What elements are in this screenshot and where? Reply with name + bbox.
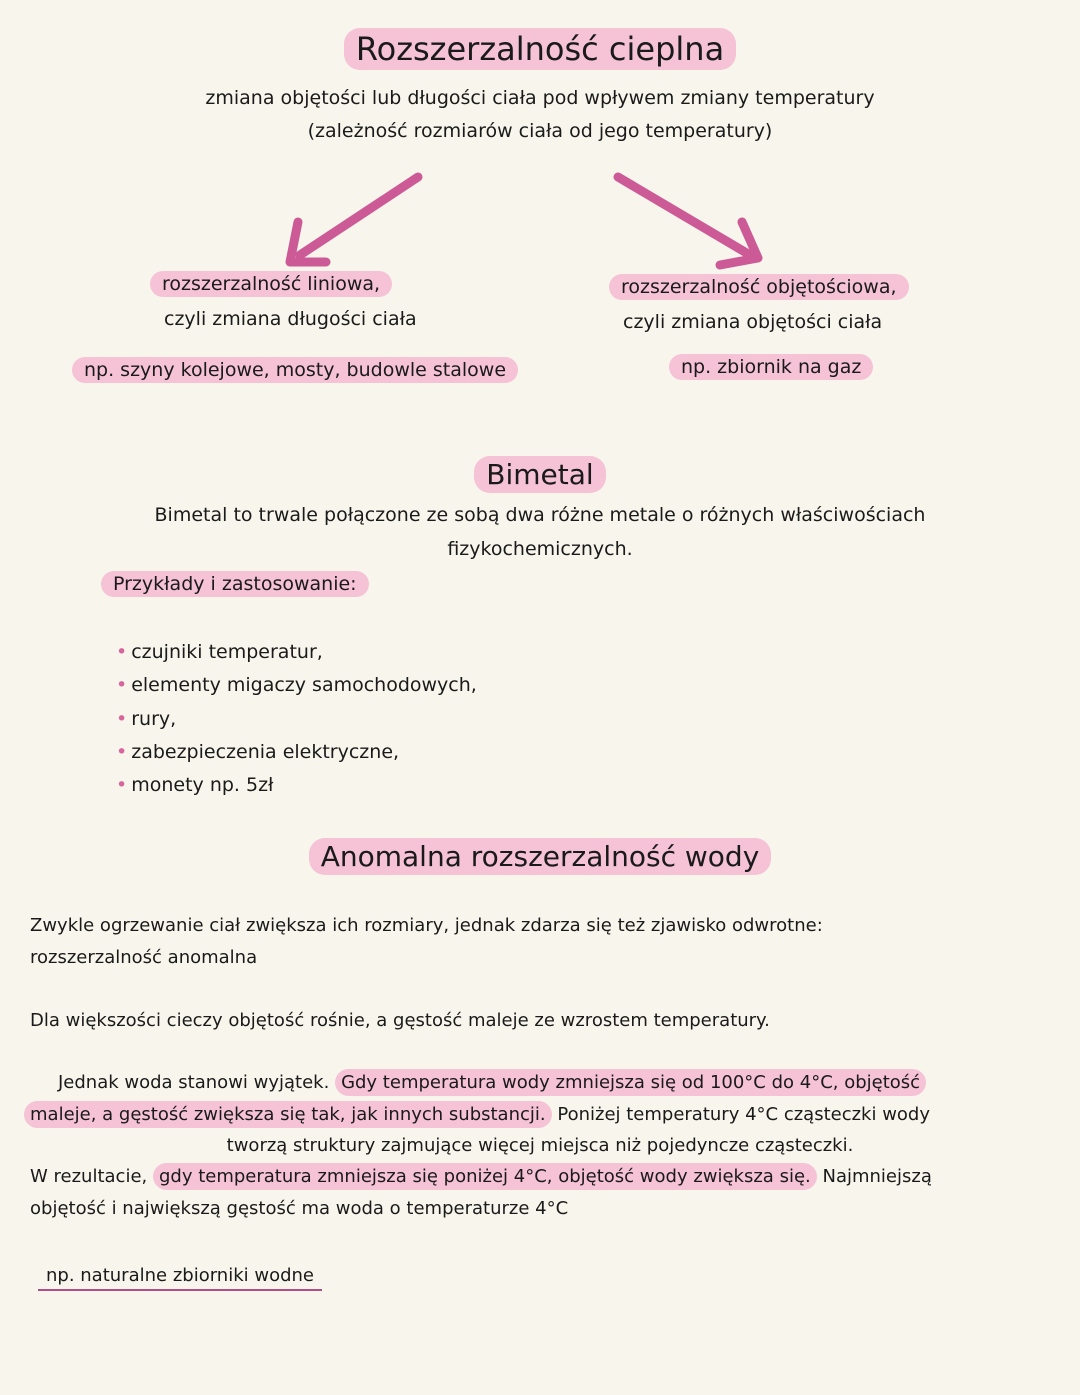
arrow-left-icon bbox=[290, 177, 418, 262]
paragraph-line: maleje, a gęstość zwiększa się tak, jak innych substancji. Poniżej temperatury 4°C cząsteczki wody bbox=[24, 1104, 930, 1125]
definition-line: (zależność rozmiarów ciała od jego temperatury) bbox=[307, 120, 773, 142]
bimetal-definition: fizykochemicznych. bbox=[447, 538, 633, 560]
paragraph-line: Jednak woda stanowi wyjątek. Gdy temperatura wody zmniejsza się od 100°C do 4°C, objętość bbox=[58, 1072, 926, 1093]
section-title-anomalous: Anomalna rozszerzalność wody bbox=[309, 838, 772, 875]
branch-arrows bbox=[0, 0, 1080, 290]
term-volume-expansion: rozszerzalność objętościowa, bbox=[609, 274, 909, 300]
paragraph-line: objętość i największą gęstość ma woda o temperaturze 4°C bbox=[30, 1198, 569, 1219]
examples-label: Przykłady i zastosowanie: bbox=[101, 571, 369, 597]
bullet-icon: • bbox=[116, 741, 128, 763]
linear-desc: czyli zmiana długości ciała bbox=[164, 308, 417, 330]
bullet-icon: • bbox=[116, 708, 128, 730]
list-item: • czujniki temperatur, bbox=[116, 641, 323, 663]
list-item: • monety np. 5zł bbox=[116, 774, 274, 796]
water-example: np. naturalne zbiorniki wodne bbox=[38, 1265, 322, 1291]
section-title-bimetal: Bimetal bbox=[474, 456, 605, 493]
linear-example: np. szyny kolejowe, mosty, budowle stalowe bbox=[72, 357, 518, 383]
bullet-icon: • bbox=[116, 774, 128, 796]
volume-example: np. zbiornik na gaz bbox=[669, 354, 873, 380]
bullet-icon: • bbox=[116, 674, 128, 696]
paragraph-line: Zwykle ogrzewanie ciał zwiększa ich rozmiary, jednak zdarza się też zjawisko odwrotne: bbox=[30, 915, 823, 936]
list-item: • elementy migaczy samochodowych, bbox=[116, 674, 477, 696]
section-title-thermal-expansion: Rozszerzalność cieplna bbox=[344, 28, 736, 70]
term-linear-expansion: rozszerzalność liniowa, bbox=[150, 271, 392, 297]
list-item: • zabezpieczenia elektryczne, bbox=[116, 741, 400, 763]
paragraph-line: Dla większości cieczy objętość rośnie, a gęstość maleje ze wzrostem temperatury. bbox=[30, 1010, 770, 1031]
volume-desc: czyli zmiana objętości ciała bbox=[623, 311, 883, 333]
list-item: • rury, bbox=[116, 708, 177, 730]
bullet-icon: • bbox=[116, 641, 128, 663]
definition-line: zmiana objętości lub długości ciała pod wpływem zmiany temperatury bbox=[205, 87, 875, 109]
paragraph-line: W rezultacie, gdy temperatura zmniejsza się poniżej 4°C, objętość wody zwiększa się. Najmniejszą bbox=[30, 1166, 932, 1187]
paragraph-line: tworzą struktury zajmujące więcej miejsca niż pojedyncze cząsteczki. bbox=[226, 1135, 854, 1156]
highlighted-text: maleje, a gęstość zwiększa się tak, jak innych substancji. bbox=[24, 1101, 552, 1128]
bimetal-definition: Bimetal to trwale połączone ze sobą dwa różne metale o różnych właściwościach bbox=[154, 504, 926, 526]
highlighted-text: gdy temperatura zmniejsza się poniżej 4°C, objętość wody zwiększa się. bbox=[153, 1163, 817, 1190]
paragraph-line: rozszerzalność anomalna bbox=[30, 947, 258, 968]
highlighted-text: Gdy temperatura wody zmniejsza się od 100°C do 4°C, objętość bbox=[335, 1069, 926, 1096]
arrow-right-icon bbox=[618, 177, 758, 265]
